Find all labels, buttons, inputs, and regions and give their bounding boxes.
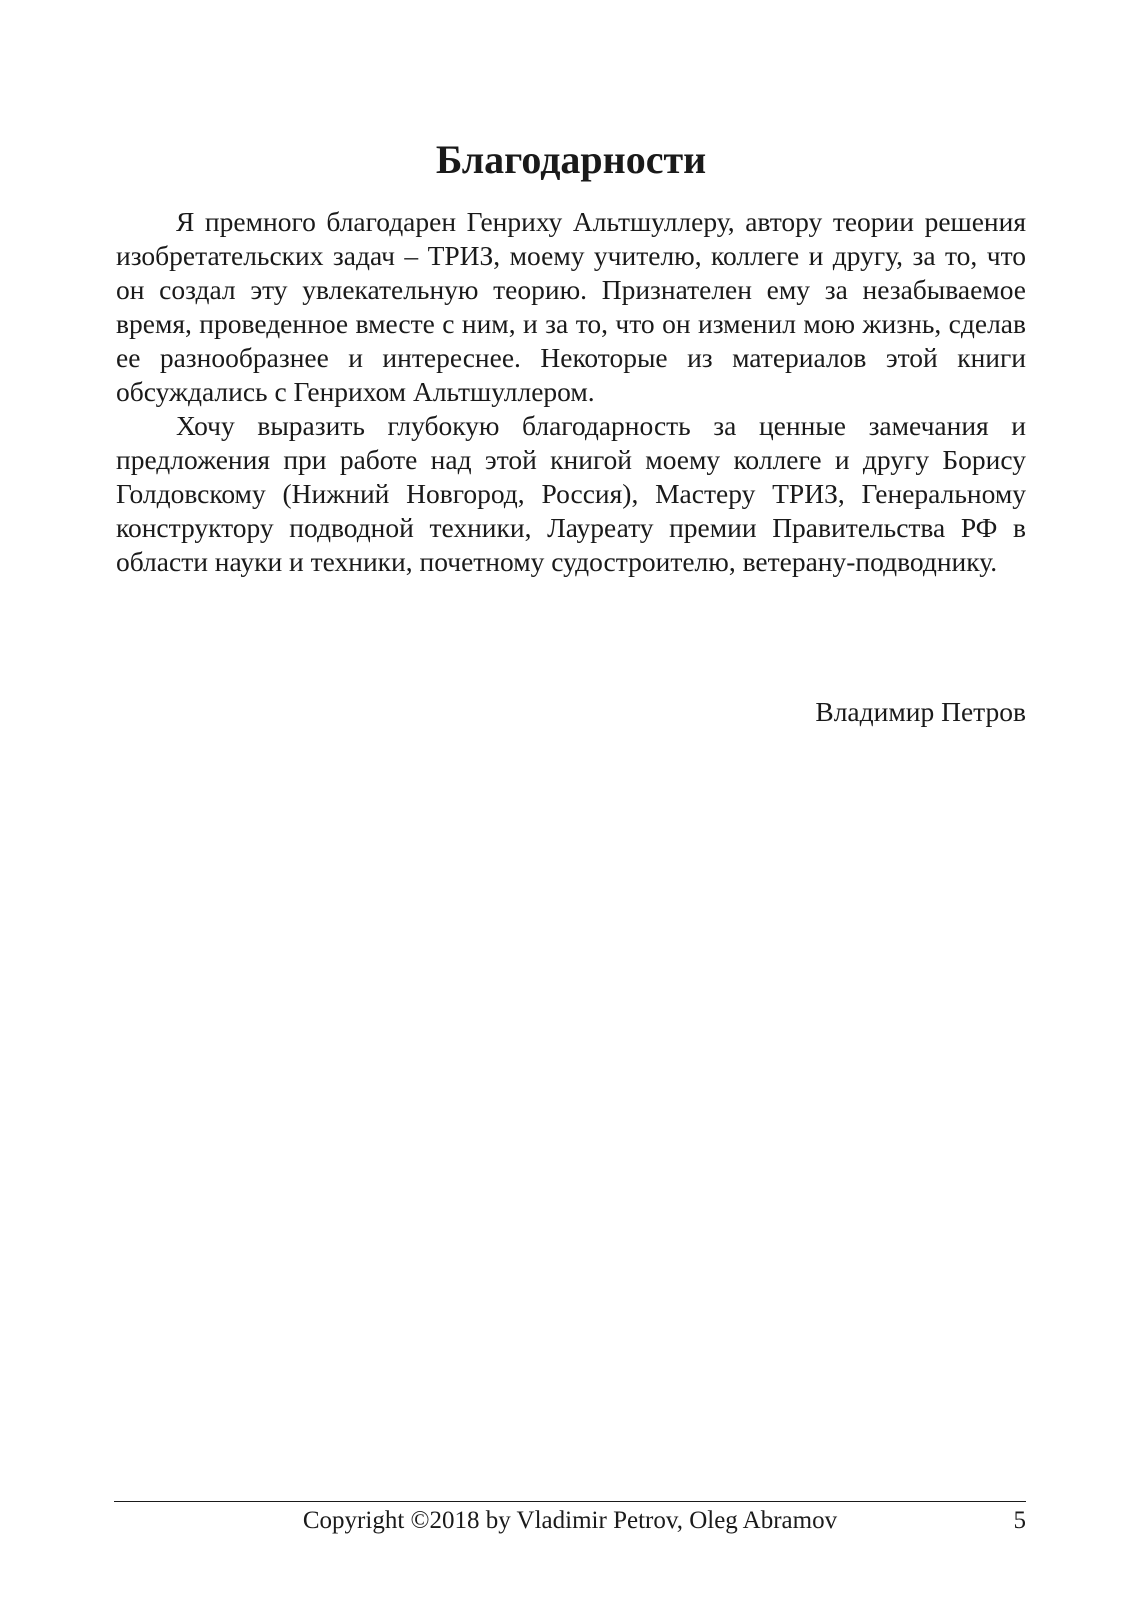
page-number: 5	[1013, 1507, 1026, 1534]
page-title: Благодарности	[435, 137, 707, 182]
author-signature: Владимир Петров	[815, 696, 1026, 727]
footer-copyright: Copyright ©2018 by Vladimir Petrov, Oleg Abramov	[302, 1507, 838, 1534]
footer-divider	[114, 1501, 1026, 1502]
paragraph-gratitude-altshuller: Я премного благодарен Генриху Альтшуллеру, автору теории решения изобретательских задач – ТРИЗ, моему учителю, коллеге и другу, за то, что он создал эту увлекательную теорию. Признателен ему за незабываемое время, проведенное вместе с ним, и за то, что он изменил мою жизнь, сделав ее разнообразнее и интереснее. Некоторые из материалов этой книги обсуждались с Генрихом Альтшуллером.	[116, 206, 1026, 407]
body-text	[116, 205, 1026, 579]
paragraph-gratitude-goldovsky: Хочу выразить глубокую благодарность за ценные замечания и предложения при работе над этой книгой моему коллеге и другу Борису Голдовскому (Нижний Новгород, Россия), Мастеру ТРИЗ, Генеральному конструктору подводной техники, Лауреату премии Правительства РФ в области науки и техники, почетному судостроителю, ветерану-подводнику.	[116, 410, 1026, 577]
